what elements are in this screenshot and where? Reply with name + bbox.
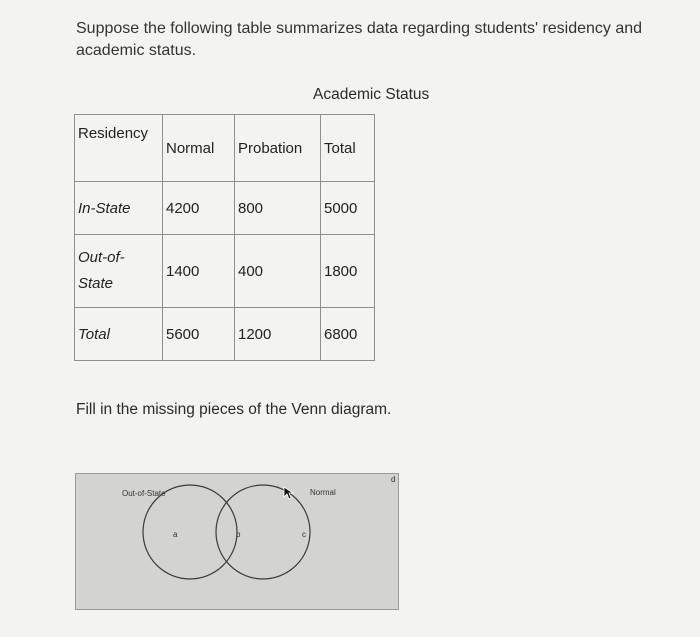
mouse-pointer-icon [283,486,295,500]
venn-label-out-of-state: Out-of-State [122,489,166,498]
cell-in-state-probation: 800 [235,182,321,235]
cell-total-probation: 1200 [235,308,321,361]
venn-region-a[interactable]: a [173,530,178,539]
venn-label-normal: Normal [310,488,336,497]
row-label-line2: State [78,275,114,292]
academic-status-heading: Academic Status [313,86,430,103]
table-header-row [75,115,375,182]
table-row [75,182,375,235]
table-row [75,308,375,361]
header-normal: Normal [163,115,235,182]
out-of-state-circle [143,485,237,579]
cell-out-of-state-total: 1800 [321,235,375,308]
table-row [75,235,375,308]
row-label-total: Total [75,308,163,361]
venn-instruction-text: Fill in the missing pieces of the Venn diagram. [76,401,392,418]
residency-status-table [74,114,375,361]
header-total: Total [321,115,375,182]
venn-diagram [75,473,399,610]
problem-intro-text: Suppose the following table summarizes data regarding students' residency and academic status. [76,20,643,59]
venn-region-c[interactable]: c [302,530,306,539]
header-residency: Residency [75,115,163,182]
row-label-line1: Out-of- [78,249,125,266]
cell-in-state-total: 5000 [321,182,375,235]
cell-out-of-state-normal: 1400 [163,235,235,308]
cell-out-of-state-probation: 400 [235,235,321,308]
row-label-in-state: In-State [75,182,163,235]
venn-region-d[interactable]: d [391,475,396,484]
header-probation: Probation [235,115,321,182]
cell-in-state-normal: 4200 [163,182,235,235]
cell-total-total: 6800 [321,308,375,361]
normal-circle [216,485,310,579]
venn-region-b[interactable]: b [236,530,241,539]
cell-total-normal: 5600 [163,308,235,361]
row-label-out-of-state [75,235,163,308]
